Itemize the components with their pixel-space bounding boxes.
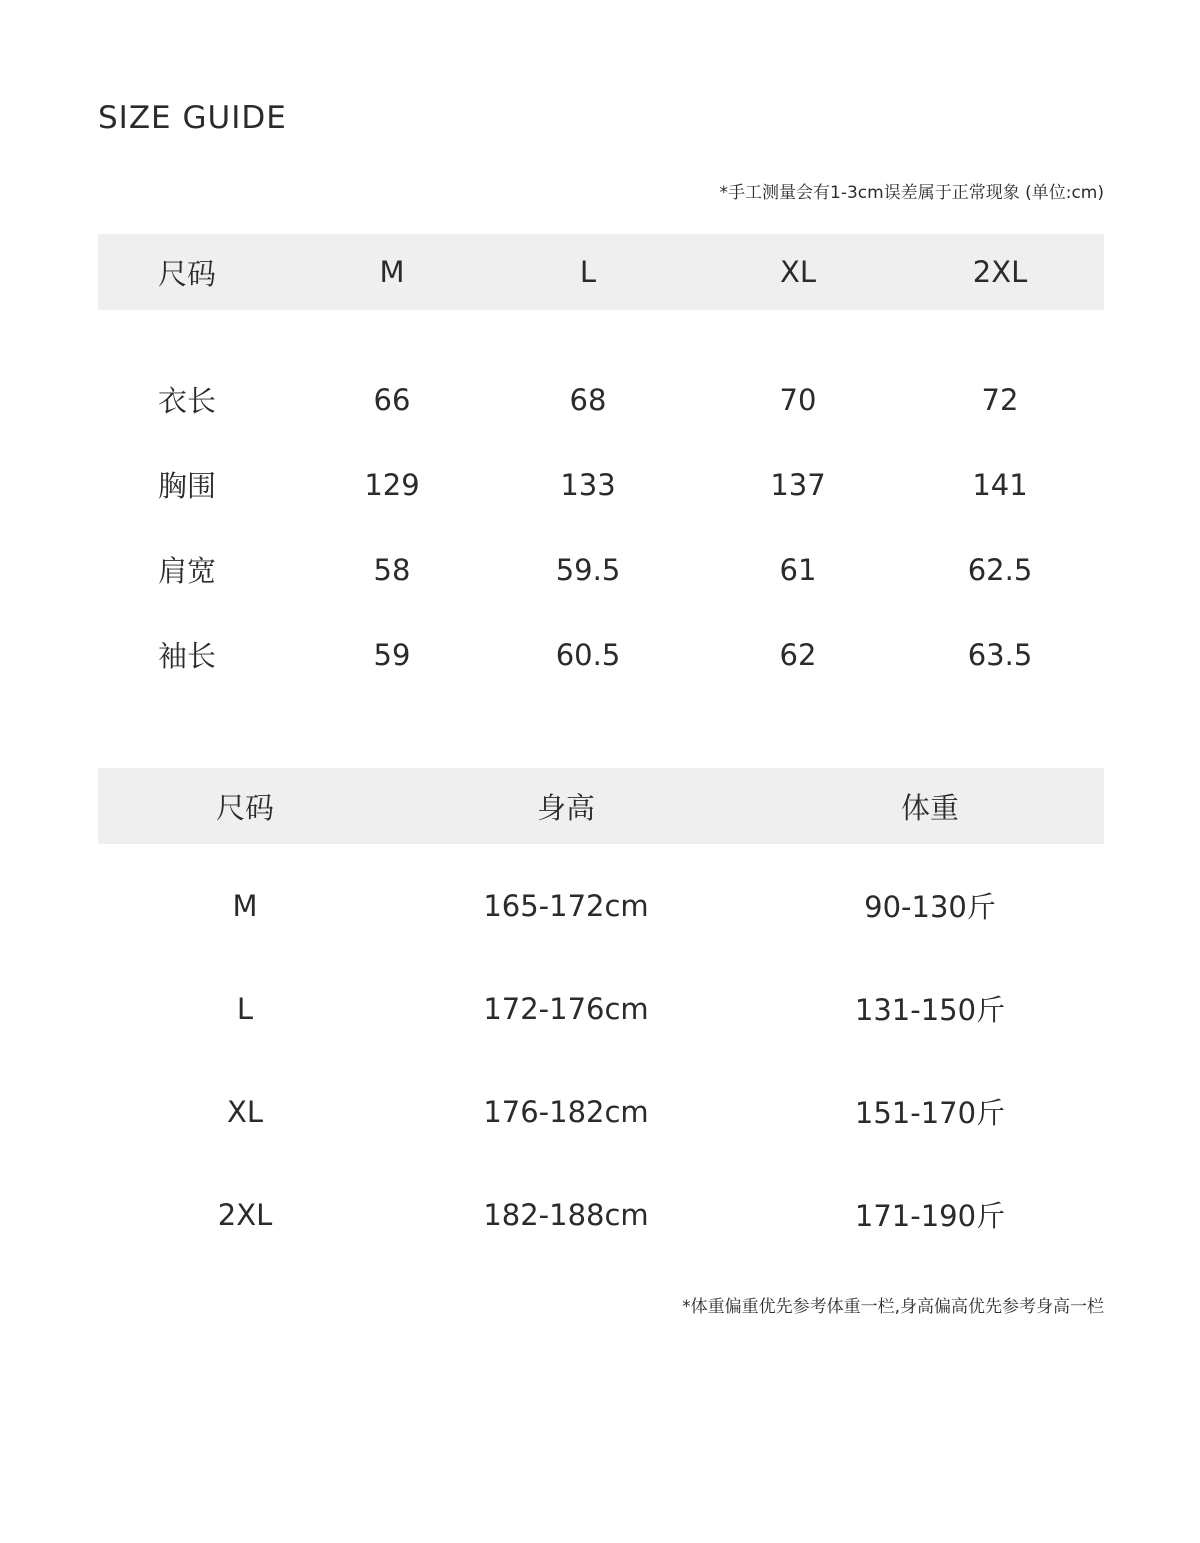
header-cell-l: L	[579, 255, 597, 289]
height-cell: 182-188cm	[483, 1197, 649, 1232]
table-cell: 72	[981, 382, 1019, 417]
table-cell: 63.5	[967, 637, 1033, 672]
header-cell-size: 尺码	[158, 256, 217, 291]
header-cell-m: M	[379, 255, 405, 289]
table-cell: 59	[373, 637, 411, 672]
table-cell: 66	[373, 382, 411, 417]
weight-cell: 171-190斤	[854, 1199, 1006, 1233]
header-cell-height: 身高	[536, 790, 595, 825]
table-row	[98, 957, 1104, 1060]
height-cell: 176-182cm	[483, 1094, 649, 1129]
header-cell-xl: XL	[779, 255, 817, 289]
size-table-header	[98, 234, 1104, 310]
table-row	[98, 357, 1104, 442]
table-row	[98, 854, 1104, 957]
measurement-note: *手工测量会有1-3cm误差属于正常现象 (单位:cm)	[719, 183, 1104, 203]
table-cell: 59.5	[555, 552, 621, 587]
header-cell-weight: 体重	[900, 790, 959, 825]
table-cell: 141	[972, 467, 1028, 502]
fit-table	[98, 768, 1104, 1266]
header-cell-2xl: 2XL	[972, 255, 1028, 289]
fit-note: *体重偏重优先参考体重一栏,身高偏高优先参考身高一栏	[682, 1297, 1104, 1317]
table-cell: 58	[373, 552, 411, 587]
row-label: 肩宽	[158, 554, 217, 588]
row-label: 袖长	[158, 639, 217, 673]
row-label: 衣长	[158, 384, 217, 418]
table-cell: 62	[779, 637, 817, 672]
size-cell: 2XL	[217, 1197, 273, 1232]
table-row	[98, 1060, 1104, 1163]
table-cell: 70	[779, 382, 817, 417]
size-cell: XL	[226, 1094, 264, 1129]
table-cell: 61	[779, 552, 817, 587]
table-row	[98, 527, 1104, 612]
table-row	[98, 1163, 1104, 1266]
weight-cell: 90-130斤	[864, 890, 996, 924]
weight-cell: 151-170斤	[854, 1096, 1006, 1130]
table-row	[98, 612, 1104, 697]
table-cell: 129	[364, 467, 420, 502]
weight-cell: 131-150斤	[854, 993, 1006, 1027]
fit-table-header	[98, 768, 1104, 844]
height-cell: 172-176cm	[483, 991, 649, 1026]
page-title: SIZE GUIDE	[98, 100, 287, 136]
header-cell-size: 尺码	[215, 790, 274, 825]
row-label: 胸围	[158, 469, 217, 503]
table-cell: 137	[770, 467, 826, 502]
table-row	[98, 442, 1104, 527]
height-cell: 165-172cm	[483, 888, 649, 923]
table-cell: 68	[569, 382, 607, 417]
table-cell: 133	[560, 467, 616, 502]
size-table	[98, 234, 1104, 697]
size-cell: M	[232, 888, 258, 923]
table-cell: 62.5	[967, 552, 1033, 587]
size-cell: L	[236, 991, 254, 1026]
table-cell: 60.5	[555, 637, 621, 672]
